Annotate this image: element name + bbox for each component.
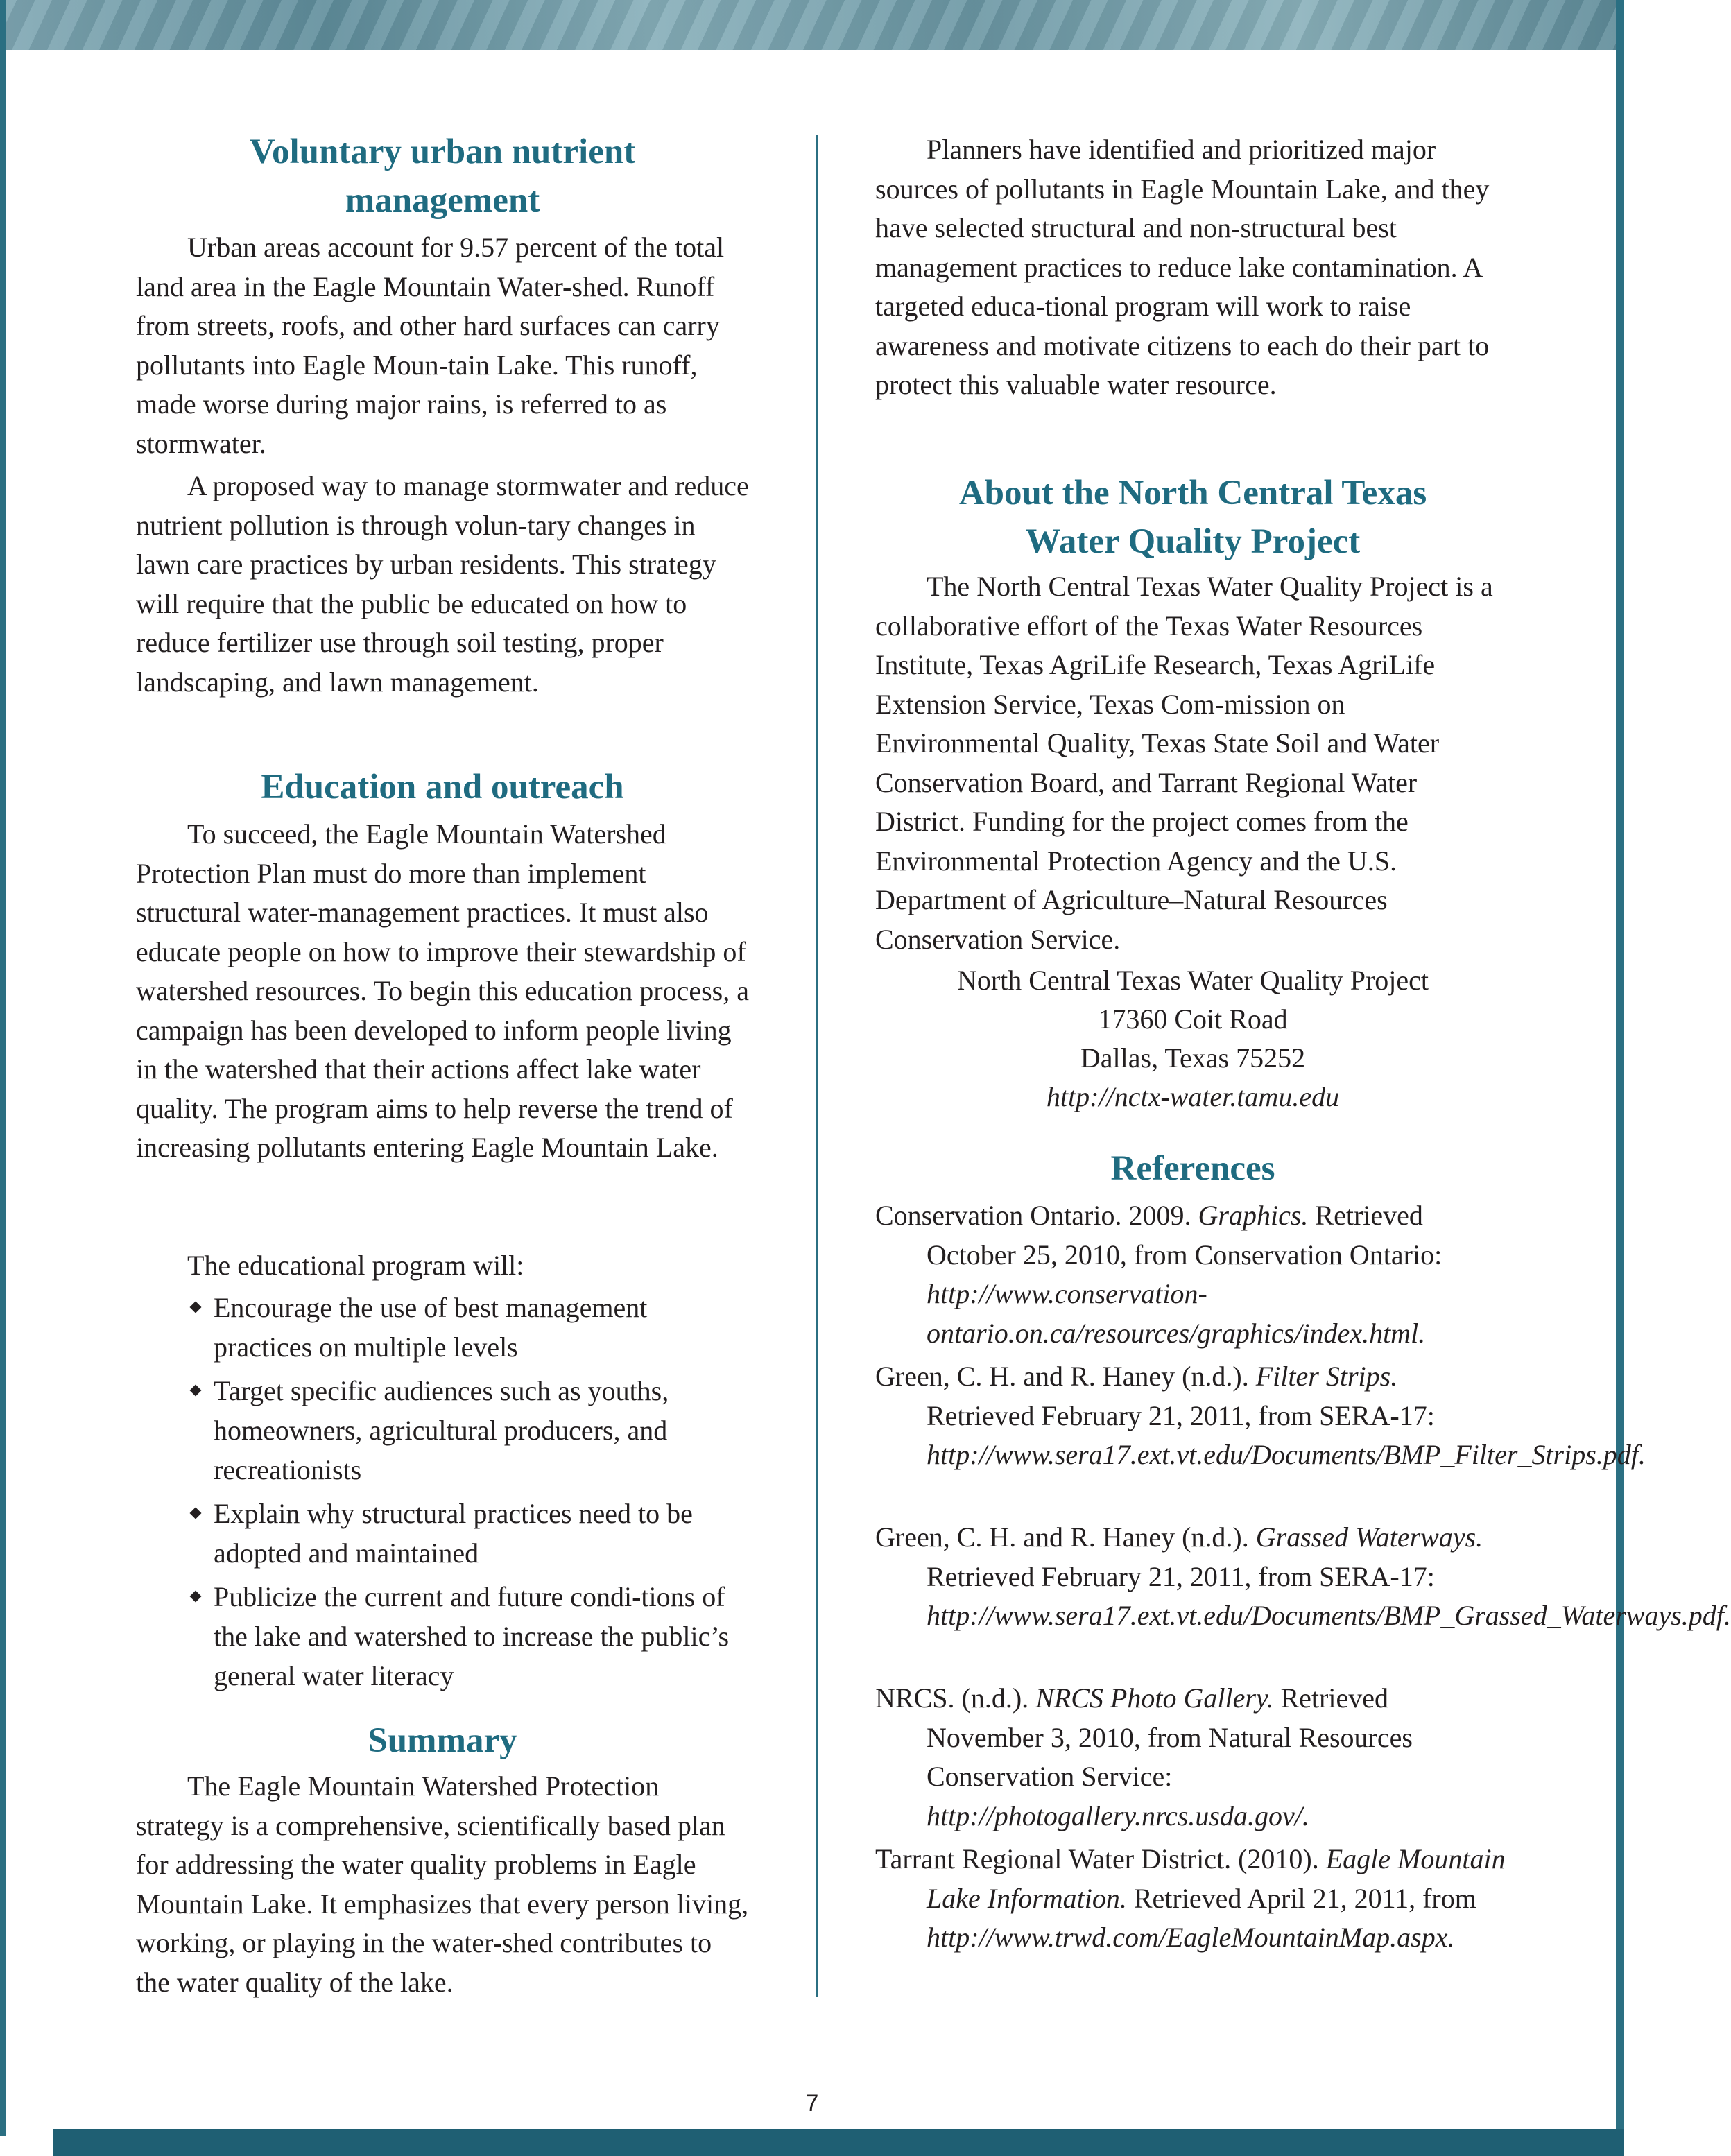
list-item: Explain why structural practices need to be adopted and maintained [136, 1494, 749, 1573]
reference-1: Conservation Ontario. 2009. Graphics. Retrieved October 25, 2010, from Conservation Ontario: http://www.conservation-ontario.on.ca/resources/graphics/index.html. [875, 1200, 1442, 1349]
footer-bar [53, 2129, 1624, 2156]
intro-paragraph: Planners have identified and prioritized major sources of pollutants in Eagle Mountain Lake, and they have selected structural and non-structural best management practices to reduce lake contamination. A targeted educa-tional program will work to raise awareness and motivate citizens to each do their part to protect this valuable water resource. [875, 134, 1490, 400]
reference-5: Tarrant Regional Water District. (2010). Eagle Mountain Lake Information. Retrieved April 21, 2011, from http://www.trwd.com/EagleMountainMap.aspx. [875, 1843, 1506, 1953]
address-line-3: Dallas, Texas 75252 [1080, 1042, 1306, 1073]
list-item: Publicize the current and future condi-tions of the lake and watershed to increase the public’s general water literacy [136, 1577, 749, 1696]
summary-paragraph: The Eagle Mountain Watershed Protection strategy is a comprehensive, scientifically based plan for addressing the water quality problems in Eagle Mountain Lake. It emphasizes that every person living, working, or playing in the water-shed contributes to the water quality of the lake. [136, 1770, 749, 1998]
heading-about-project-line1: About the North Central Texas [958, 474, 1427, 512]
left-border [0, 0, 6, 2136]
reference-4: NRCS. (n.d.). NRCS Photo Gallery. Retrieved November 3, 2010, from Natural Resources Conservation Service: http://photogallery.nrcs.usda.gov/. [875, 1682, 1413, 1831]
project-url[interactable]: http://nctx-water.tamu.edu [1046, 1081, 1340, 1112]
diamond-bullet-icon [190, 1385, 202, 1397]
column-divider [816, 135, 818, 1997]
heading-urban-nutrient-line2: management [345, 181, 540, 220]
education-paragraph-2: The educational program will: [187, 1250, 524, 1281]
heading-education-outreach: Education and outreach [261, 768, 624, 807]
diamond-bullet-icon [190, 1302, 202, 1313]
list-item: Target specific audiences such as youths, homeowners, agricultural producers, and recreationists [136, 1371, 749, 1490]
reference-2: Green, C. H. and R. Haney (n.d.). Filter Strips. Retrieved February 21, 2011, from SERA-17: http://www.sera17.ext.vt.edu/Documents/BMP_Filter_Strips.pdf. [875, 1361, 1646, 1470]
right-border [1616, 0, 1624, 2136]
heading-about-project-line2: Water Quality Project [1025, 522, 1361, 561]
about-paragraph: The North Central Texas Water Quality Project is a collaborative effort of the Texas Water Resources Institute, Texas AgriLife Research, Texas AgriLife Extension Service, Texas Com-mission on Environmental Quality, Texas State Soil and Water Conservation Board, and Tarrant Regional Water District. Funding for the project comes from the Environmental Protection Agency and the U.S. Department of Agriculture–Natural Resources Conservation Service. [875, 571, 1493, 955]
urban-paragraph-2: A proposed way to manage stormwater and reduce nutrient pollution is through volun-tary changes in lawn care practices by urban residents. This strategy will require that the public be educated on how to reduce fertilizer use through soil testing, proper landscaping, and lawn management. [136, 470, 749, 698]
heading-urban-nutrient-line1: Voluntary urban nutrient [249, 132, 636, 171]
address-line-1: North Central Texas Water Quality Project [956, 965, 1429, 996]
page-number: 7 [805, 2090, 819, 2116]
reference-4-link[interactable]: http://photogallery.nrcs.usda.gov/. [927, 1800, 1309, 1831]
reference-3-link[interactable]: http://www.sera17.ext.vt.edu/Documents/BMP_Grassed_Waterways.pdf. [927, 1600, 1731, 1631]
diamond-bullet-icon [190, 1508, 202, 1519]
reference-2-link[interactable]: http://www.sera17.ext.vt.edu/Documents/BMP_Filter_Strips.pdf. [927, 1439, 1646, 1470]
diamond-bullet-icon [190, 1591, 202, 1603]
education-bullet-list [136, 1288, 749, 1700]
list-item: Encourage the use of best management practices on multiple levels [136, 1288, 749, 1367]
heading-summary: Summary [368, 1721, 517, 1760]
reference-1-link[interactable]: http://www.conservation-ontario.on.ca/resources/graphics/index.html. [927, 1278, 1426, 1349]
heading-references: References [1110, 1149, 1275, 1188]
reference-5-link[interactable]: http://www.trwd.com/EagleMountainMap.aspx. [927, 1922, 1455, 1953]
urban-paragraph-1: Urban areas account for 9.57 percent of the total land area in the Eagle Mountain Water-shed. Runoff from streets, roofs, and other hard surfaces can carry pollutants into Eagle Moun-tain Lake. This runoff, made worse during major rains, is referred to as stormwater. [136, 232, 725, 459]
header-water-banner [0, 0, 1624, 50]
address-line-2: 17360 Coit Road [1098, 1003, 1288, 1035]
reference-3: Green, C. H. and R. Haney (n.d.). Grassed Waterways. Retrieved February 21, 2011, from SERA-17: http://www.sera17.ext.vt.edu/Documents/BMP_Grassed_Waterways.pdf. [875, 1521, 1731, 1631]
education-paragraph-1: To succeed, the Eagle Mountain Watershed Protection Plan must do more than implement structural water-management practices. It must also educate people on how to improve their stewardship of watershed resources. To begin this education process, a campaign has been developed to inform people living in the watershed that their actions affect lake water quality. The program aims to help reverse the trend of increasing pollutants entering Eagle Mountain Lake. [136, 818, 749, 1163]
